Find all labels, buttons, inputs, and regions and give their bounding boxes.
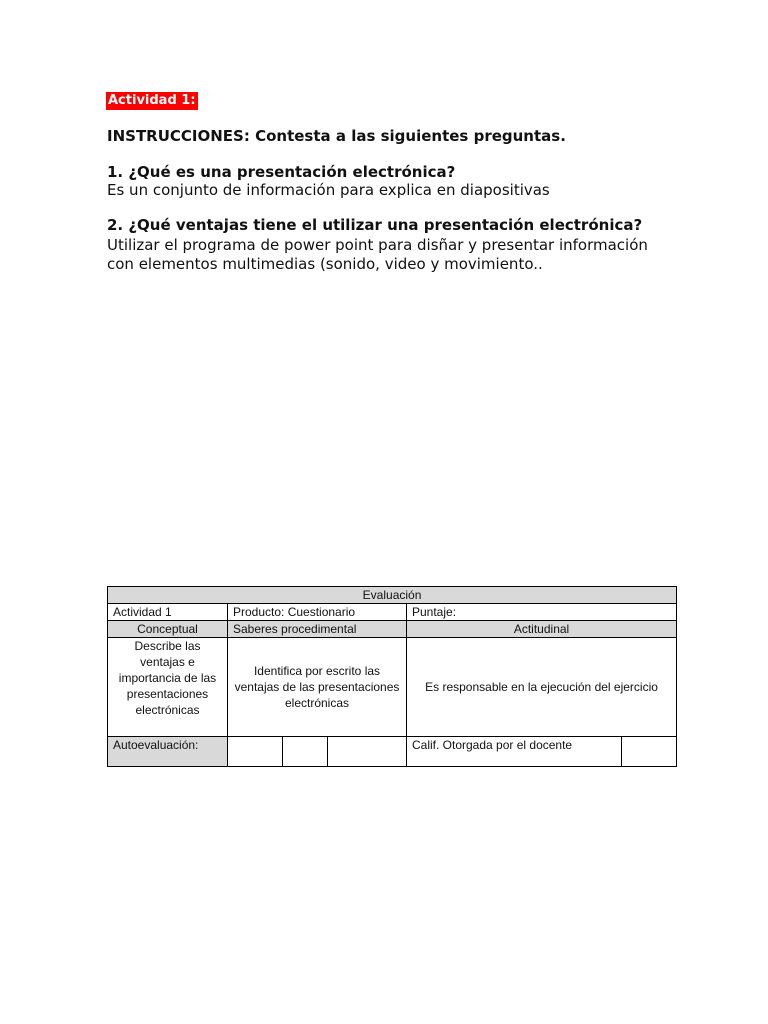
- score-cell: Puntaje:: [407, 604, 677, 621]
- evaluation-table: [107, 586, 677, 767]
- conceptual-header: Conceptual: [108, 621, 228, 638]
- activity-cell: Actividad 1: [108, 604, 228, 621]
- attitudinal-criteria: Es responsable en la ejecución del ejercicio: [407, 638, 677, 737]
- instructions-heading: INSTRUCCIONES: Contesta a las siguientes preguntas.: [107, 127, 566, 145]
- self-eval-box-2[interactable]: [283, 737, 328, 767]
- evaluation-title-row: [108, 587, 677, 604]
- procedural-criteria: Identifica por escrito las ventajas de las presentaciones electrónicas: [228, 638, 407, 737]
- activity-label: Actividad 1:: [108, 93, 196, 108]
- evaluation-title: Evaluación: [108, 587, 677, 604]
- teacher-grade-box[interactable]: [622, 737, 677, 767]
- question-2: 2. ¿Qué ventajas tiene el utilizar una presentación electrónica?: [107, 216, 643, 234]
- answer-1: Es un conjunto de información para explica en diapositivas: [107, 181, 550, 199]
- criteria-row: [108, 638, 677, 737]
- self-eval-box-3[interactable]: [328, 737, 407, 767]
- procedural-header: Saberes procedimental: [228, 621, 407, 638]
- question-1: 1. ¿Qué es una presentación electrónica?: [107, 163, 456, 181]
- activity-row: [108, 604, 677, 621]
- self-eval-label: Autoevaluación:: [108, 737, 228, 767]
- self-eval-box-1[interactable]: [228, 737, 283, 767]
- headers-row: [108, 621, 677, 638]
- attitudinal-header: Actitudinal: [407, 621, 677, 638]
- teacher-grade-label: Calif. Otorgada por el docente: [407, 737, 622, 767]
- grades-row: [108, 737, 677, 767]
- answer-2: Utilizar el programa de power point para disñar y presentar información con elementos multimedias (sonido, video y movimiento..: [107, 236, 648, 273]
- product-cell: Producto: Cuestionario: [228, 604, 407, 621]
- conceptual-criteria: Describe las ventajas e importancia de las presentaciones electrónicas: [108, 638, 228, 737]
